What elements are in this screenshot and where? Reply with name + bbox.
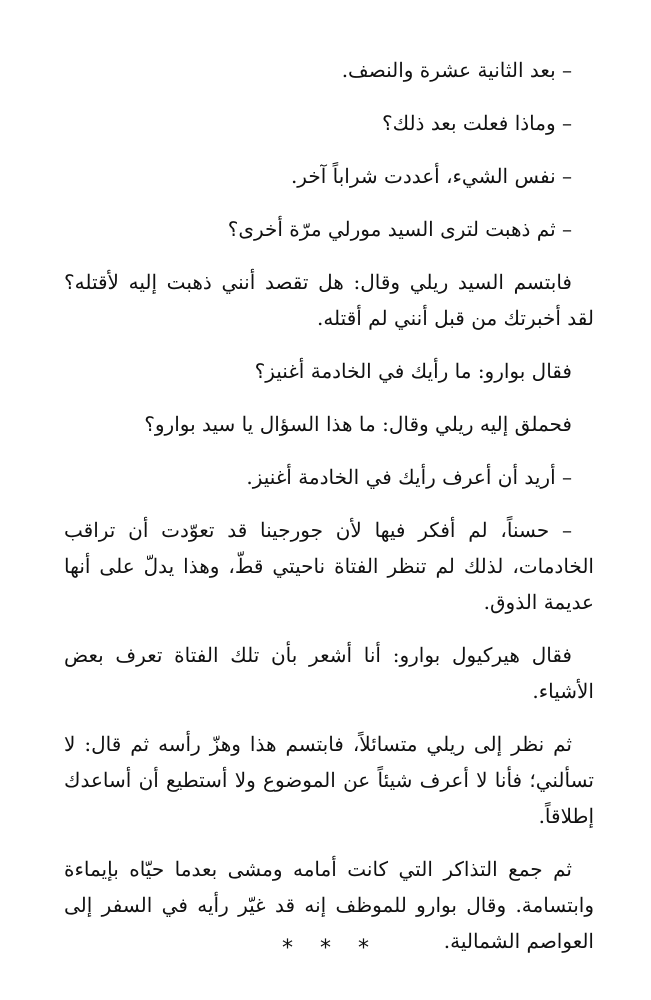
paragraph-10: فقال هيركيول بوارو: أنا أشعر بأن تلك الفتاة تعرف بعض الأشياء. — [64, 643, 594, 703]
paragraph-4: – ثم ذهبت لترى السيد مورلي مرّة أخرى؟ — [227, 217, 572, 241]
paragraph-8: – أريد أن أعرف رأيك في الخادمة أغنيز. — [246, 465, 572, 489]
page-text — [64, 52, 594, 976]
paragraph-2: – وماذا فعلت بعد ذلك؟ — [381, 111, 572, 135]
section-break-ornament — [0, 936, 651, 961]
asterisk-glyph: * — [282, 936, 293, 961]
paragraph-3: – نفس الشيء، أعددت شراباً آخر. — [290, 164, 572, 188]
asterisk-glyph: * — [320, 936, 331, 961]
paragraph-1: – بعد الثانية عشرة والنصف. — [341, 58, 572, 82]
paragraph-5: فابتسم السيد ريلي وقال: هل تقصد أنني ذهبت إليه لأقتله؟ لقد أخبرتك من قبل أنني لم أقتله. — [64, 270, 594, 330]
paragraph-9: – حسناً، لم أفكر فيها لأن جورجينا قد تعوّدت أن تراقب الخادمات، لذلك لم تنظر الفتاة ناحيتي قطّ، وهذا يدلّ على أنها عديمة الذوق. — [64, 518, 594, 614]
asterisk-glyph: * — [358, 936, 369, 961]
paragraph-12: ثم جمع التذاكر التي كانت أمامه ومشى بعدما حيّاه بإيماءة وابتسامة. وقال بوارو للموظف إنه قد غيّر رأيه في السفر إلى العواصم الشمالية. — [64, 857, 594, 953]
paragraph-6: فقال بوارو: ما رأيك في الخادمة أغنيز؟ — [254, 359, 572, 383]
paragraph-7: فحملق إليه ريلي وقال: ما هذا السؤال يا سيد بوارو؟ — [144, 412, 572, 436]
paragraph-11: ثم نظر إلى ريلي متسائلاً، فابتسم هذا وهزّ رأسه ثم قال: لا تسألني؛ فأنا لا أعرف شيئاً عن الموضوع ولا أستطيع أن أساعدك إطلاقاً. — [64, 732, 594, 828]
